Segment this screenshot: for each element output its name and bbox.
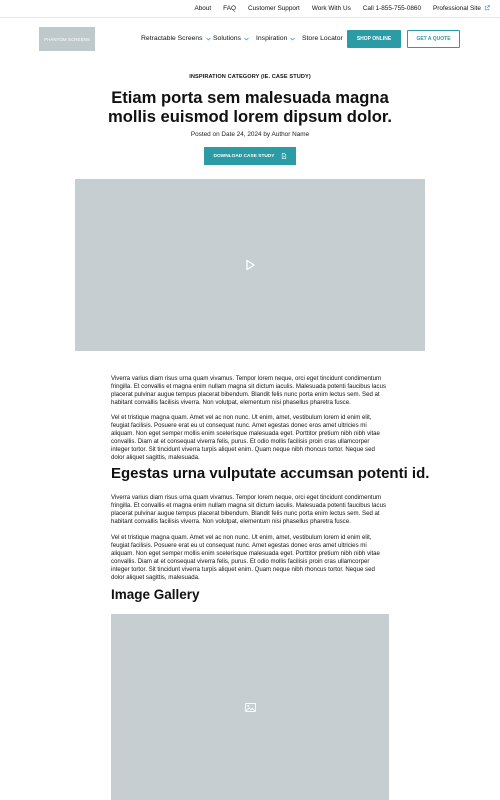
shop-online-button[interactable]: SHOP ONLINE	[347, 30, 401, 48]
professional-site-label: Professional Site	[433, 5, 481, 12]
image-gallery[interactable]	[111, 614, 389, 800]
article-title: Etiam porta sem malesuada magna mollis euismod lorem dipsum dolor.	[108, 88, 392, 126]
work-with-us-link[interactable]: Work With Us	[311, 5, 351, 12]
section-heading: Egestas urna vulputate accumsan potenti id.	[111, 465, 430, 482]
nav-label: Store Locator	[302, 35, 343, 42]
download-case-study-button[interactable]	[204, 147, 296, 165]
body-paragraph: Vel et tristique magna quam. Amet vel ac non nunc. Ut enim, amet, vestibulum lorem id enim elit, feugiat facilisis. Posuere erat eu ut consequat nunc. Amet egestas donec eros amet ultricies mi aliquam. Non eget semper mollis enim scelerisque malesuada eget. Porttitor pretium nibh nibh vitae convallis. Diam at et consequat viverra felis, purus. Et odio mollis facilisis proin cras ullamcorper integer tortor. Sit tincidunt viverra turpis aliquet enim. Quam neque nibh rhoncus tortor. Neque sed dolor aliquet sagittis, malesuada.	[111, 534, 380, 581]
nav-label: Retractable Screens	[141, 35, 203, 42]
article-category: INSPIRATION CATEGORY (IE. CASE STUDY)	[189, 74, 311, 80]
main-header	[0, 18, 500, 60]
faq-link[interactable]: FAQ	[223, 5, 236, 12]
nav-store-locator[interactable]	[302, 35, 343, 42]
body-paragraph: Vel et tristique magna quam. Amet vel ac non nunc. Ut enim, amet, vestibulum lorem id enim elit, feugiat facilisis. Posuere erat eu ut consequat nunc. Amet egestas donec eros amet ultricies mi aliquam. Non eget semper mollis enim scelerisque malesuada eget. Porttitor pretium nibh nibh vitae convallis. Diam at et consequat viverra felis, purus. Et odio mollis facilisis proin cras ullamcorper integer tortor. Sit tincidunt viverra turpis aliquet enim. Quam neque nibh rhoncus tortor. Neque sed dolor aliquet sagittis, malesuada.	[111, 414, 380, 461]
chevron-down-icon	[244, 37, 249, 41]
article-meta: Posted on Date 24, 2024 by Author Name	[190, 131, 310, 138]
nav-inspiration[interactable]	[256, 35, 295, 42]
nav-label: Solutions	[213, 35, 241, 42]
download-label: DOWNLOAD CASE STUDY	[213, 153, 275, 159]
get-a-quote-button[interactable]: GET A QUOTE	[407, 30, 460, 48]
professional-site-link[interactable]	[433, 5, 490, 12]
nav-solutions[interactable]	[213, 35, 249, 42]
gallery-heading: Image Gallery	[111, 587, 200, 602]
image-icon	[245, 703, 256, 712]
nav-retractable-screens[interactable]	[141, 35, 211, 42]
about-link[interactable]: About	[194, 5, 212, 12]
body-paragraph: Viverra varius diam risus urna quam vivamus. Tempor lorem neque, orci eget tincidunt condimentum fringilla. Et convallis et magna enim nullam magna sit dictum iaculis. Malesuada potenti faucibus lacus placerat pulvinar augue tempus placerat bibendum. Blandit felis nunc porta enim lectus sem. Sed at habitant convallis facilisis viverra. Non volutpat, elementum nisi phasellus pharetra fusce.	[111, 494, 387, 525]
site-logo[interactable]: PHANTOM SCREENS	[39, 27, 95, 51]
document-download-icon	[281, 153, 287, 159]
chevron-down-icon	[290, 37, 295, 41]
utility-bar	[0, 0, 500, 18]
chevron-down-icon	[206, 37, 211, 41]
external-link-icon	[484, 5, 490, 11]
video-player[interactable]	[75, 179, 425, 351]
customer-support-link[interactable]: Customer Support	[247, 5, 300, 12]
phone-link[interactable]: Call 1-855-755-0860	[362, 5, 422, 12]
nav-label: Inspiration	[256, 35, 288, 42]
body-paragraph: Viverra varius diam risus urna quam vivamus. Tempor lorem neque, orci eget tincidunt condimentum fringilla. Et convallis et magna enim nullam magna sit dictum iaculis. Malesuada potenti faucibus lacus placerat pulvinar augue tempus placerat bibendum. Blandit felis nunc porta enim lectus sem. Sed at habitant convallis facilisis viverra. Non volutpat, elementum nisi phasellus pharetra fusce.	[111, 375, 387, 406]
play-icon[interactable]	[244, 259, 256, 271]
